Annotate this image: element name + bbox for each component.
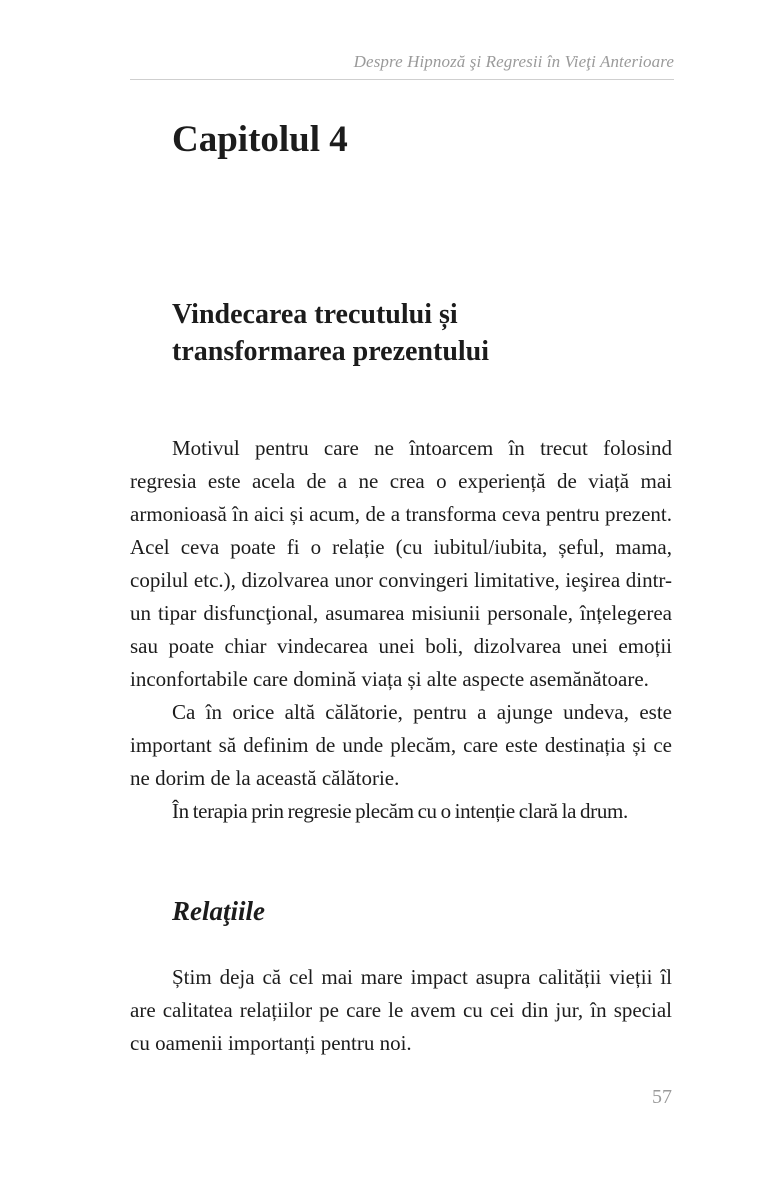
- section-title: [172, 296, 672, 370]
- running-header: Despre Hipnoză şi Regresii în Vieţi Anterioare: [353, 52, 674, 71]
- paragraph: Motivul pentru care ne întoarcem în trecut folosind regresia este acela de a ne crea o experiență de viață mai armonioasă în aici și acum, de a transforma ceva pentru prezent. Acel ceva poate fi o relație (cu iubitul/iubita, șeful, mama, copilul etc.), dizolvarea unor convingeri limitative, ieşirea dintr-un tipar disfuncţional, asumarea misiunii personale, înțelegerea sau poate chiar vindecarea unei boli, dizolvarea unei emoții inconfortabile care domină viața și alte aspecte asemănătoare.: [130, 436, 672, 691]
- section-title-line-2: transformarea prezentului: [172, 336, 490, 367]
- section-title-line-1: Vindecarea trecutului și: [172, 299, 458, 330]
- header-rule: [130, 79, 674, 80]
- paragraph: Ca în orice altă călătorie, pentru a ajunge undeva, este important să definim de unde plecăm, care este destinația și ce ne dorim de la această călătorie.: [130, 700, 672, 790]
- paragraph: În terapia prin regresie plecăm cu o intenție clară la drum.: [172, 799, 628, 823]
- paragraph: Știm deja că cel mai mare impact asupra calității vieții îl are calitatea relațiilor pe care le avem cu cei din jur, în special cu oamenii importanți pentru noi.: [130, 965, 672, 1055]
- page-number: 57: [652, 1086, 672, 1108]
- subsection-body: [130, 961, 672, 1060]
- subsection-title: Relaţiile: [172, 896, 265, 926]
- chapter-title: Capitolul 4: [172, 119, 348, 160]
- section-body: [130, 432, 672, 828]
